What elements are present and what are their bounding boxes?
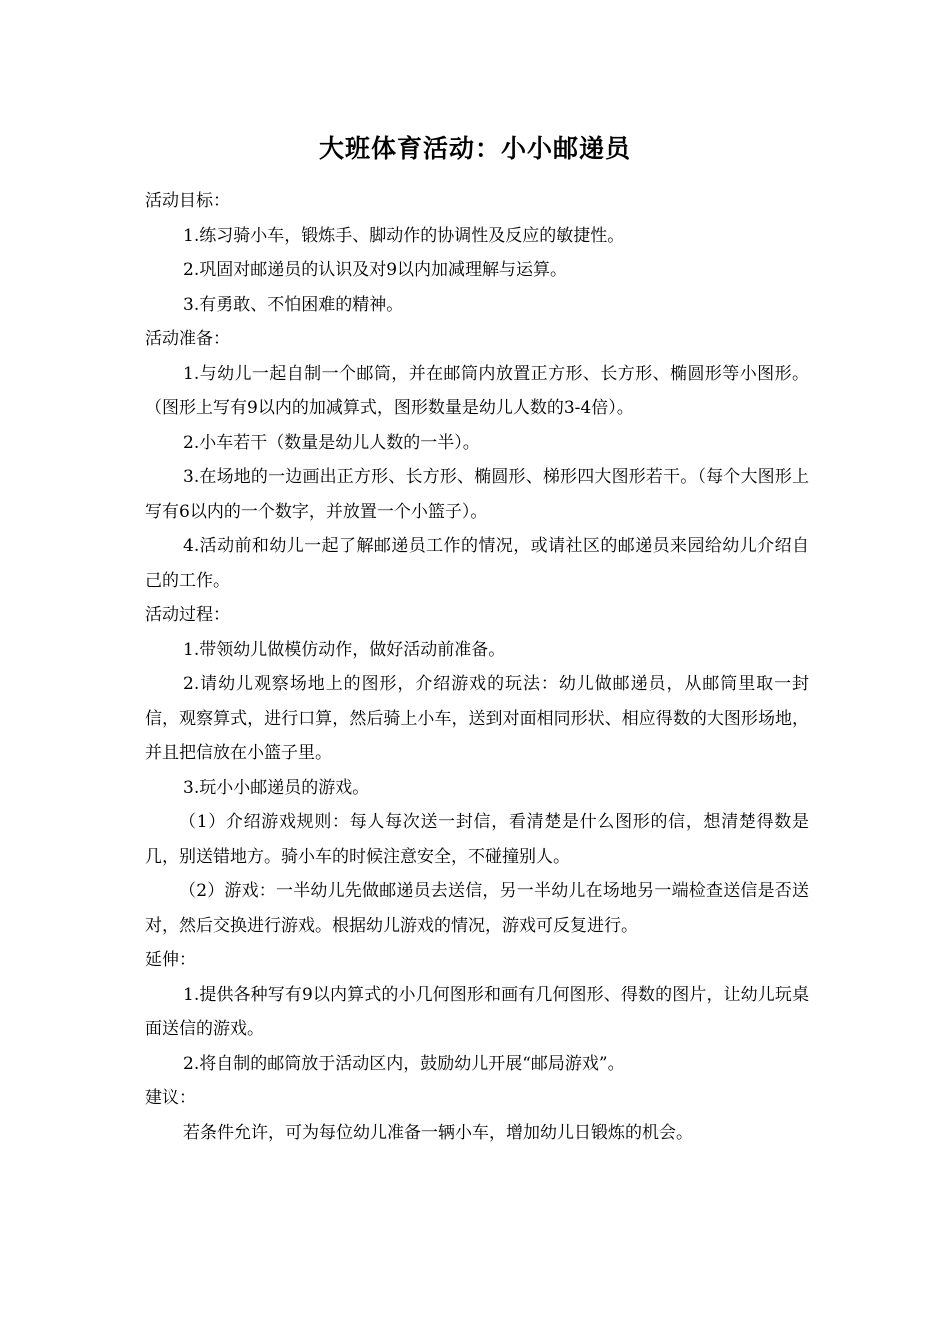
section-heading-goals: 活动目标： — [145, 191, 230, 211]
goal-item-1: 1.练习骑小车，锻炼手、脚动作的协调性及反应的敏捷性。 — [183, 225, 625, 246]
goal-item-2: 2.巩固对邮递员的认识及对9以内加减理解与运算。 — [183, 260, 568, 280]
preparation-item-2: 2.小车若干（数量是幼儿人数的一半）。 — [183, 432, 480, 453]
suggestion-item-1: 若条件允许，可为每位幼儿准备一辆小车，增加幼儿日锻炼的机会。 — [183, 1122, 693, 1143]
process-item-3: 3.玩小小邮递员的游戏。 — [183, 777, 370, 798]
page-title: 大班体育活动：小小邮递员 — [318, 134, 631, 163]
preparation-item-3: 3.在场地的一边画出正方形、长方形、椭圆形、梯形四大图形若干。（每个大图形上写有6以内的一个数字，并放置一个小篮子）。 — [145, 467, 809, 522]
section-heading-suggestion: 建议： — [145, 1088, 196, 1108]
section-heading-extension: 延伸： — [145, 950, 196, 970]
preparation-item-1: 1.与幼儿一起自制一个邮筒，并在邮筒内放置正方形、长方形、椭圆形等小图形。（图形上写有9以内的加减算式，图形数量是幼儿人数的3-4倍）。 — [145, 363, 809, 418]
process-item-2: 2.请幼儿观察场地上的图形，介绍游戏的玩法：幼儿做邮递员，从邮筒里取一封信，观察算式，进行口算，然后骑上小车，送到对面相同形状、相应得数的大图形场地，并且把信放在小篮子里。 — [145, 674, 809, 763]
section-heading-process: 活动过程： — [145, 605, 230, 625]
extension-item-1: 1.提供各种写有9以内算式的小几何图形和画有几何图形、得数的图片，让幼儿玩桌面送信的游戏。 — [145, 984, 809, 1039]
section-heading-preparation: 活动准备： — [145, 329, 230, 349]
extension-item-2: 2.将自制的邮筒放于活动区内，鼓励幼儿开展“邮局游戏”。 — [183, 1053, 625, 1074]
preparation-item-4: 4.活动前和幼儿一起了解邮递员工作的情况，或请社区的邮递员来园给幼儿介绍自己的工作。 — [145, 536, 809, 591]
process-subitem-2: （2）游戏：一半幼儿先做邮递员去送信，另一半幼儿在场地另一端检查送信是否送对，然后交换进行游戏。根据幼儿游戏的情况，游戏可反复进行。 — [145, 881, 809, 936]
document-body — [145, 184, 809, 1150]
process-item-1: 1.带领幼儿做模仿动作，做好活动前准备。 — [183, 639, 506, 660]
process-subitem-1: （1）介绍游戏规则：每人每次送一封信，看清楚是什么图形的信，想清楚得数是几，别送错地方。骑小车的时候注意安全，不碰撞别人。 — [145, 812, 809, 867]
goal-item-3: 3.有勇敢、不怕困难的精神。 — [183, 294, 404, 315]
